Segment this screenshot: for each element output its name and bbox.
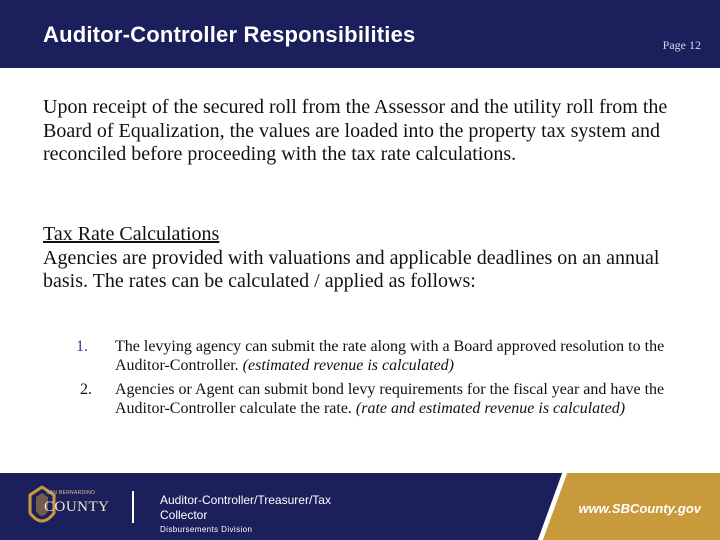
list-item-number: 2. — [80, 381, 92, 398]
list-item-text: Agencies or Agent can submit bond levy requirements for the fiscal year and have the Auditor-Controller calculate the rate. — [115, 381, 665, 417]
footer-bar — [0, 473, 720, 540]
logo-county-text: COUNTY — [44, 499, 110, 515]
calculation-list — [60, 337, 700, 423]
department-name: Auditor-Controller/Treasurer/Tax Collector — [160, 493, 331, 522]
list-item-text: The levying agency can submit the rate along with a Board approved resolution to the Auditor-Controller. — [115, 338, 665, 374]
page-title: Auditor-Controller Responsibilities — [43, 22, 416, 47]
tax-rate-section — [43, 223, 693, 294]
section-subheading: Tax Rate Calculations — [43, 223, 220, 245]
list-item — [60, 380, 700, 418]
footer-divider — [132, 491, 134, 523]
website-link[interactable]: www.SBCounty.gov — [578, 501, 701, 516]
list-item — [60, 337, 700, 375]
page-number: Page 12 — [662, 38, 701, 52]
list-item-note: (rate and estimated revenue is calculated) — [355, 400, 626, 417]
intro-paragraph: Upon receipt of the secured roll from the Assessor and the utility roll from the Board of Equalization, the values are loaded into the property tax system and reconciled before proceeding with the tax rate calculations. — [43, 96, 668, 165]
division-name: Disbursements Division — [160, 525, 253, 534]
list-item-number: 1. — [76, 338, 88, 355]
header-bar — [0, 0, 720, 68]
logo-top-text: SAN BERNARDINO — [46, 490, 96, 496]
list-item-note: (estimated revenue is calculated) — [242, 357, 454, 374]
section-paragraph: Agencies are provided with valuations and applicable deadlines on an annual basis. The rates can be calculated / applied as follows: — [43, 246, 660, 292]
